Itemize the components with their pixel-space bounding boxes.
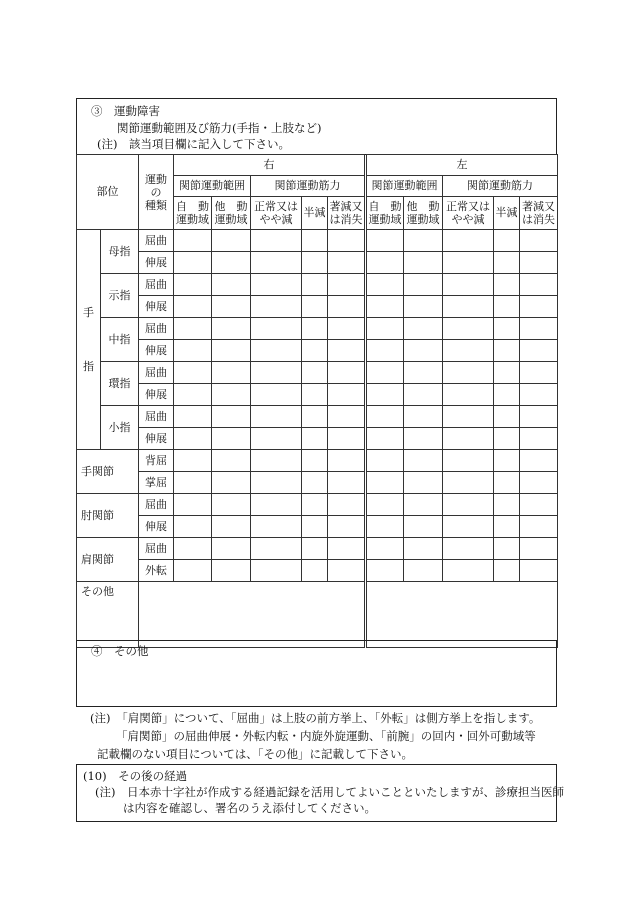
right-normal-l2: やや減	[259, 213, 293, 226]
cell[interactable]	[302, 538, 328, 560]
cell[interactable]	[212, 560, 251, 582]
cell[interactable]	[443, 384, 494, 406]
cell[interactable]	[520, 318, 558, 340]
cell[interactable]	[494, 428, 520, 450]
cell[interactable]	[302, 318, 328, 340]
other-right-cell[interactable]	[139, 582, 366, 648]
cell[interactable]	[251, 230, 302, 252]
cell[interactable]	[443, 538, 494, 560]
shoulder-label: 肩関節	[77, 538, 139, 582]
cell[interactable]	[494, 406, 520, 428]
hand-finger-label	[77, 230, 101, 450]
motion-type-line2: の	[150, 185, 162, 199]
cell[interactable]	[494, 384, 520, 406]
cell[interactable]	[443, 450, 494, 472]
cell[interactable]	[404, 406, 443, 428]
cell[interactable]	[366, 252, 404, 274]
cell[interactable]	[251, 274, 302, 296]
cell[interactable]	[251, 560, 302, 582]
motion-flexion: 屈曲	[139, 318, 174, 340]
wrist-label: 手関節	[77, 450, 139, 494]
left-normal-l2: やや減	[451, 213, 485, 226]
cell[interactable]	[366, 406, 404, 428]
cell[interactable]	[328, 274, 366, 296]
cell[interactable]	[404, 516, 443, 538]
cell[interactable]	[302, 406, 328, 428]
cell[interactable]	[443, 296, 494, 318]
cell[interactable]	[212, 450, 251, 472]
cell[interactable]	[494, 560, 520, 582]
cell[interactable]	[302, 450, 328, 472]
motion-flexion: 屈曲	[139, 362, 174, 384]
cell[interactable]	[212, 252, 251, 274]
cell[interactable]	[174, 252, 212, 274]
cell[interactable]	[404, 340, 443, 362]
cell[interactable]	[520, 472, 558, 494]
cell[interactable]	[520, 296, 558, 318]
note-line1: (注) 「肩関節」について、「屈曲」は上肢の前方挙上、「外転」は側方挙上を指します。	[90, 711, 541, 725]
section3-title: ③ 運動障害	[91, 104, 160, 118]
cell[interactable]	[251, 450, 302, 472]
left-passive-l1: 他 動	[406, 200, 440, 213]
right-header: 右	[174, 155, 366, 176]
cell[interactable]	[520, 362, 558, 384]
right-active-l2: 運動域	[176, 213, 209, 226]
cell[interactable]	[328, 406, 366, 428]
cell[interactable]	[404, 296, 443, 318]
cell[interactable]	[520, 560, 558, 582]
cell[interactable]	[328, 472, 366, 494]
cell[interactable]	[366, 274, 404, 296]
section10-box[interactable]	[76, 764, 564, 822]
cell[interactable]	[302, 428, 328, 450]
cell[interactable]	[404, 362, 443, 384]
cell[interactable]	[174, 560, 212, 582]
cell[interactable]	[404, 494, 443, 516]
cell[interactable]	[366, 296, 404, 318]
cell[interactable]	[494, 252, 520, 274]
cell[interactable]	[174, 538, 212, 560]
cell[interactable]	[366, 516, 404, 538]
cell[interactable]	[212, 428, 251, 450]
cell[interactable]	[328, 560, 366, 582]
cell[interactable]	[404, 428, 443, 450]
left-strength-header: 関節運動筋力	[443, 176, 558, 197]
cell[interactable]	[404, 538, 443, 560]
finger-middle: 中指	[101, 318, 139, 362]
motion-flexion: 屈曲	[139, 538, 174, 560]
cell[interactable]	[520, 384, 558, 406]
cell[interactable]	[404, 560, 443, 582]
range-strength-table	[76, 154, 558, 648]
cell[interactable]	[494, 318, 520, 340]
cell[interactable]	[302, 296, 328, 318]
cell[interactable]	[174, 274, 212, 296]
cell[interactable]	[520, 230, 558, 252]
cell[interactable]	[404, 384, 443, 406]
motion-extension: 伸展	[139, 428, 174, 450]
cell[interactable]	[494, 230, 520, 252]
right-severe-header	[328, 197, 366, 230]
cell[interactable]	[212, 494, 251, 516]
cell[interactable]	[443, 428, 494, 450]
cell[interactable]	[251, 494, 302, 516]
cell[interactable]	[302, 516, 328, 538]
cell[interactable]	[520, 428, 558, 450]
section10-note1: (注) 日本赤十字社が作成する経過記録を活用してよいことといたしますが、診療担当医師	[95, 785, 564, 799]
cell[interactable]	[443, 560, 494, 582]
cell[interactable]	[328, 296, 366, 318]
cell[interactable]	[251, 340, 302, 362]
section3-subtitle: 関節運動範囲及び筋力(手指・上肢など)	[117, 121, 322, 135]
cell[interactable]	[494, 494, 520, 516]
cell[interactable]	[212, 340, 251, 362]
left-active-l1: 自 動	[368, 200, 402, 213]
cell[interactable]	[494, 516, 520, 538]
motion-dorsiflexion: 背屈	[139, 450, 174, 472]
elbow-label: 肘関節	[77, 494, 139, 538]
cell[interactable]	[302, 274, 328, 296]
left-active-l2: 運動域	[368, 213, 402, 226]
cell[interactable]	[366, 428, 404, 450]
cell[interactable]	[366, 384, 404, 406]
cell[interactable]	[404, 230, 443, 252]
other-left-cell[interactable]	[366, 582, 558, 648]
finger-index: 示指	[101, 274, 139, 318]
cell[interactable]	[302, 494, 328, 516]
right-severe-l2: は消失	[329, 213, 363, 226]
cell[interactable]	[212, 318, 251, 340]
cell[interactable]	[366, 494, 404, 516]
left-range-header: 関節運動範囲	[366, 176, 443, 197]
cell[interactable]	[494, 296, 520, 318]
cell[interactable]	[212, 384, 251, 406]
cell[interactable]	[251, 296, 302, 318]
cell[interactable]	[443, 406, 494, 428]
cell[interactable]	[404, 450, 443, 472]
cell[interactable]	[404, 252, 443, 274]
cell[interactable]	[404, 274, 443, 296]
cell[interactable]	[251, 384, 302, 406]
cell[interactable]	[520, 450, 558, 472]
cell[interactable]	[328, 494, 366, 516]
cell[interactable]	[328, 318, 366, 340]
right-passive-range-header	[212, 197, 251, 230]
motion-flexion: 屈曲	[139, 230, 174, 252]
cell[interactable]	[212, 230, 251, 252]
section4-title: ④ その他	[91, 644, 149, 658]
right-normal-l1: 正常又は	[254, 200, 298, 213]
cell[interactable]	[443, 494, 494, 516]
note-line2: 「肩関節」の屈曲伸展・外転内転・内旋外旋運動、「前腕」の回内・回外可動域等	[116, 729, 536, 743]
motion-flexion: 屈曲	[139, 406, 174, 428]
cell[interactable]	[212, 406, 251, 428]
cell[interactable]	[174, 494, 212, 516]
cell[interactable]	[251, 406, 302, 428]
motion-extension: 伸展	[139, 516, 174, 538]
cell[interactable]	[212, 472, 251, 494]
cell[interactable]	[174, 516, 212, 538]
cell[interactable]	[302, 472, 328, 494]
cell[interactable]	[366, 340, 404, 362]
section4-box[interactable]	[76, 640, 557, 707]
cell[interactable]	[174, 406, 212, 428]
right-active-l1: 自 動	[176, 200, 209, 213]
right-severe-l1: 著減又	[329, 200, 363, 213]
cell[interactable]	[443, 318, 494, 340]
cell[interactable]	[174, 230, 212, 252]
cell[interactable]	[366, 362, 404, 384]
cell[interactable]	[174, 384, 212, 406]
cell[interactable]	[212, 516, 251, 538]
cell[interactable]	[328, 230, 366, 252]
motion-type-line3: 種類	[145, 198, 167, 212]
cell[interactable]	[251, 428, 302, 450]
cell[interactable]	[443, 230, 494, 252]
left-severe-l2: は消失	[522, 213, 556, 226]
motion-abduction: 外転	[139, 560, 174, 582]
section10-note2: は内容を確認し、署名のうえ添付してください。	[123, 801, 376, 815]
cell[interactable]	[366, 472, 404, 494]
motion-flexion: 屈曲	[139, 274, 174, 296]
cell[interactable]	[520, 252, 558, 274]
cell[interactable]	[443, 340, 494, 362]
right-passive-l2: 運動域	[214, 213, 248, 226]
cell[interactable]	[328, 340, 366, 362]
cell[interactable]	[251, 538, 302, 560]
cell[interactable]	[302, 362, 328, 384]
cell[interactable]	[328, 362, 366, 384]
motion-type-line1: 運動	[145, 172, 167, 186]
hand-label-char1: 手	[83, 305, 94, 319]
cell[interactable]	[302, 340, 328, 362]
cell[interactable]	[443, 252, 494, 274]
cell[interactable]	[302, 252, 328, 274]
cell[interactable]	[212, 362, 251, 384]
cell[interactable]	[366, 560, 404, 582]
cell[interactable]	[328, 538, 366, 560]
section10-title: (10) その後の経過	[83, 769, 188, 783]
cell[interactable]	[212, 274, 251, 296]
right-normal-header	[251, 197, 302, 230]
cell[interactable]	[520, 406, 558, 428]
cell[interactable]	[251, 252, 302, 274]
cell[interactable]	[520, 494, 558, 516]
cell[interactable]	[520, 516, 558, 538]
motion-extension: 伸展	[139, 296, 174, 318]
left-severe-l1: 著減又	[522, 200, 556, 213]
finger-thumb: 母指	[101, 230, 139, 274]
cell[interactable]	[302, 230, 328, 252]
left-passive-range-header	[404, 197, 443, 230]
cell[interactable]	[328, 428, 366, 450]
cell[interactable]	[328, 450, 366, 472]
cell[interactable]	[328, 384, 366, 406]
cell[interactable]	[251, 362, 302, 384]
cell[interactable]	[174, 318, 212, 340]
other-label: その他	[77, 582, 139, 648]
motion-extension: 伸展	[139, 340, 174, 362]
cell[interactable]	[494, 362, 520, 384]
right-passive-l1: 他 動	[214, 200, 248, 213]
range-strength-table-wrap	[76, 154, 557, 641]
section3-note: (注) 該当項目欄に記入して下さい。	[97, 137, 290, 151]
cell[interactable]	[404, 318, 443, 340]
right-active-range-header	[174, 197, 212, 230]
cell[interactable]	[520, 538, 558, 560]
cell[interactable]	[520, 274, 558, 296]
cell[interactable]	[174, 428, 212, 450]
cell[interactable]	[302, 560, 328, 582]
cell[interactable]	[443, 362, 494, 384]
cell[interactable]	[366, 318, 404, 340]
motion-extension: 伸展	[139, 252, 174, 274]
motion-type-header	[139, 155, 174, 230]
cell[interactable]	[174, 472, 212, 494]
note-line3: 記載欄のない項目については、「その他」に記載して下さい。	[97, 747, 414, 761]
cell[interactable]	[174, 450, 212, 472]
cell[interactable]	[366, 538, 404, 560]
finger-little: 小指	[101, 406, 139, 450]
cell[interactable]	[494, 472, 520, 494]
cell[interactable]	[443, 472, 494, 494]
cell[interactable]	[251, 318, 302, 340]
cell[interactable]	[251, 516, 302, 538]
left-passive-l2: 運動域	[406, 213, 440, 226]
cell[interactable]	[494, 340, 520, 362]
left-normal-header	[443, 197, 494, 230]
motion-palmarflexion: 掌屈	[139, 472, 174, 494]
cell[interactable]	[212, 296, 251, 318]
cell[interactable]	[328, 252, 366, 274]
cell[interactable]	[366, 230, 404, 252]
right-half-header: 半減	[302, 197, 328, 230]
cell[interactable]	[302, 384, 328, 406]
cell[interactable]	[174, 340, 212, 362]
finger-ring: 環指	[101, 362, 139, 406]
cell[interactable]	[212, 538, 251, 560]
right-range-header: 関節運動範囲	[174, 176, 251, 197]
section3-header	[76, 98, 557, 155]
cell[interactable]	[174, 362, 212, 384]
motion-extension: 伸展	[139, 384, 174, 406]
right-strength-header: 関節運動筋力	[251, 176, 366, 197]
left-active-range-header	[366, 197, 404, 230]
cell[interactable]	[443, 274, 494, 296]
cell[interactable]	[174, 296, 212, 318]
cell[interactable]	[494, 274, 520, 296]
cell[interactable]	[404, 472, 443, 494]
hand-label-char2: 指	[83, 359, 94, 373]
cell[interactable]	[494, 538, 520, 560]
cell[interactable]	[366, 450, 404, 472]
cell[interactable]	[328, 516, 366, 538]
cell[interactable]	[443, 516, 494, 538]
left-normal-l1: 正常又は	[446, 200, 491, 213]
motion-flexion: 屈曲	[139, 494, 174, 516]
cell[interactable]	[494, 450, 520, 472]
cell[interactable]	[251, 472, 302, 494]
cell[interactable]	[520, 340, 558, 362]
left-half-header: 半減	[494, 197, 520, 230]
bui-header: 部位	[77, 155, 139, 230]
left-severe-header	[520, 197, 558, 230]
left-header: 左	[366, 155, 558, 176]
